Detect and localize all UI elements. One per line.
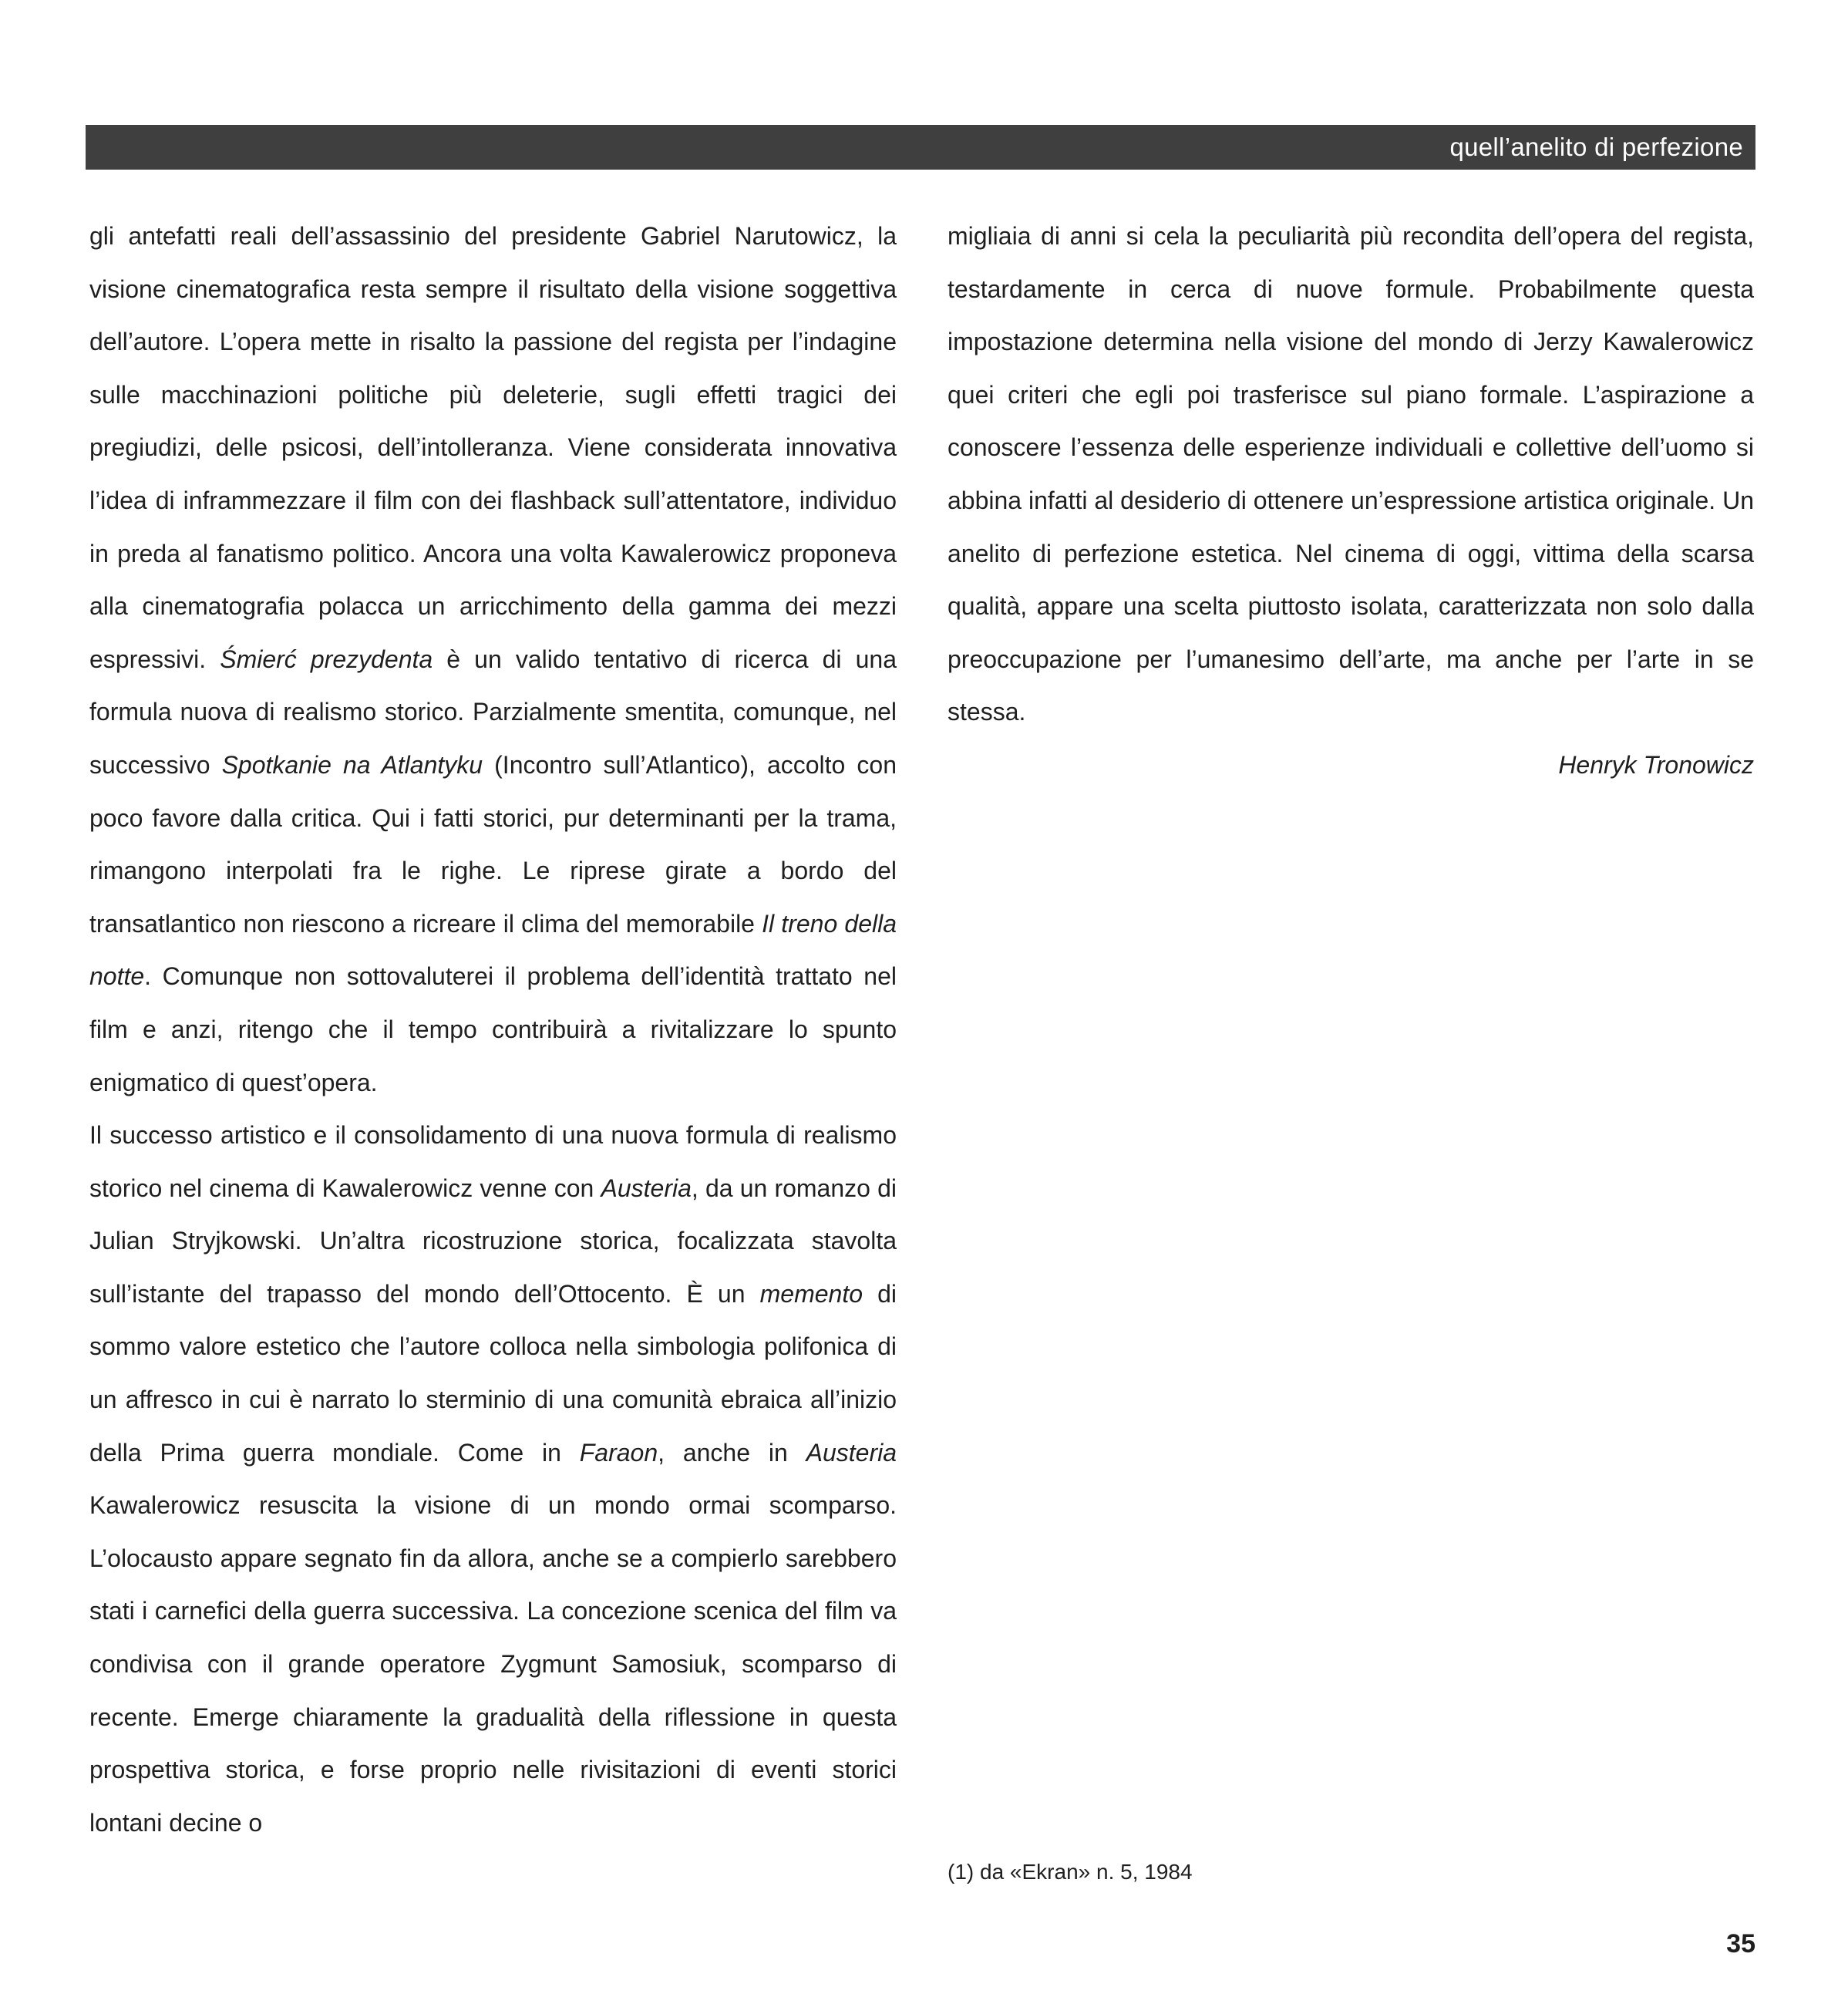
text-run: è un valido tentativo di ricerca di una formula nuova di realismo storico. Parzialmente smentita, comunque, nel successivo — [89, 645, 897, 779]
film-title-smierc-prezydenta: Śmierć prezydenta — [220, 645, 433, 673]
text-run: , anche in — [658, 1438, 806, 1467]
author-signature: Henryk Tronowicz — [1558, 750, 1754, 779]
film-title-austeria: Austeria — [806, 1438, 897, 1467]
left-column — [89, 210, 897, 1849]
text-run: , da un romanzo di Julian Stryjkowski. Un’altra ricostruzione storica, focalizzata stavolta sull’istante del trapasso del mondo dell’Ottocento. È un — [89, 1174, 897, 1308]
footnote: (1) da «Ekran» n. 5, 1984 — [948, 1860, 1193, 1884]
text-run: . Comunque non sottovaluterei il problema dell’identità trattato nel film e anzi, ritengo che il tempo contribuirà a rivitalizzare lo spunto enigmatico di quest’opera. — [89, 962, 897, 1096]
film-title-austeria: Austeria — [601, 1174, 692, 1202]
paragraph-1 — [89, 210, 897, 1109]
right-column — [948, 210, 1754, 792]
text-run: Kawalerowicz resuscita la visione di un mondo ormai scomparso. L’olocausto appare segnato fin da allora, anche se a compierlo sarebbero stati i carnefici della guerra successiva. La concezione scenica del film va condivisa con il grande operatore Zygmunt Samosiuk, scomparso di recente. Emerge chiaramente la gradualità della riflessione in questa prospettiva storica, e forse proprio nelle rivisitazioni di eventi storici lontani decine o — [89, 1491, 897, 1837]
film-title-spotkanie-na-atlantyku: Spotkanie na Atlantyku — [221, 750, 483, 779]
film-title-faraon: Faraon — [579, 1438, 658, 1467]
film-title-il-treno-della-notte: Il treno della notte — [89, 909, 897, 991]
running-title: quell’anelito di perfezione — [1449, 133, 1743, 161]
running-header-band — [86, 125, 1755, 170]
page-number: 35 — [1726, 1929, 1755, 1958]
text-run: di sommo valore estetico che l’autore colloca nella simbologia polifonica di un affresco in cui è narrato lo sterminio di una comunità ebraica all’inizio della Prima guerra mondiale. Come in — [89, 1279, 897, 1467]
text-run: gli antefatti reali dell’assassinio del presidente Gabriel Narutowicz, la visione cinematografica resta sempre il risultato della visione soggettiva dell’autore. L’opera mette in risalto la passione del regista per l’indagine sulle macchinazioni politiche più deleterie, sugli effetti tragici dei pregiudizi, delle psicosi, dell’intolleranza. Viene considerata innovativa l’idea di inframmezzare il film con dei flashback sull’attentatore, individuo in preda al fanatismo politico. Ancora una volta Kawalerowicz proponeva alla cinematografia polacca un arricchimento della gamma dei mezzi espressivi. — [89, 222, 897, 673]
italic-memento: memento — [759, 1279, 863, 1308]
paragraph-2 — [89, 1109, 897, 1849]
text-run: Il successo artistico e il consolidamento di una nuova formula di realismo storico nel cinema di Kawalerowicz venne con — [89, 1121, 897, 1202]
text-run: (Incontro sull’Atlantico), accolto con poco favore dalla critica. Qui i fatti storici, pur determinanti per la trama, rimangono interpolati fra le righe. Le riprese girate a bordo del transatlantico non riescono a ricreare il clima del memorabile — [89, 750, 897, 938]
paragraph-3: migliaia di anni si cela la peculiarità più recondita dell’opera del regista, testardamente in cerca di nuove formule. Probabilmente questa impostazione determina nella visione del mondo di Jerzy Kawalerowicz quei criteri che egli poi trasferisce sul piano formale. L’aspirazione a conoscere l’essenza delle esperienze individuali e collettive dell’uomo si abbina infatti al desiderio di ottenere un’espressione artistica originale. Un anelito di perfezione estetica. Nel cinema di oggi, vittima della scarsa qualità, appare una scelta piuttosto isolata, caratterizzata non solo dalla preoccupazione per l’umanesimo dell’arte, ma anche per l’arte in se stessa. — [948, 222, 1754, 726]
